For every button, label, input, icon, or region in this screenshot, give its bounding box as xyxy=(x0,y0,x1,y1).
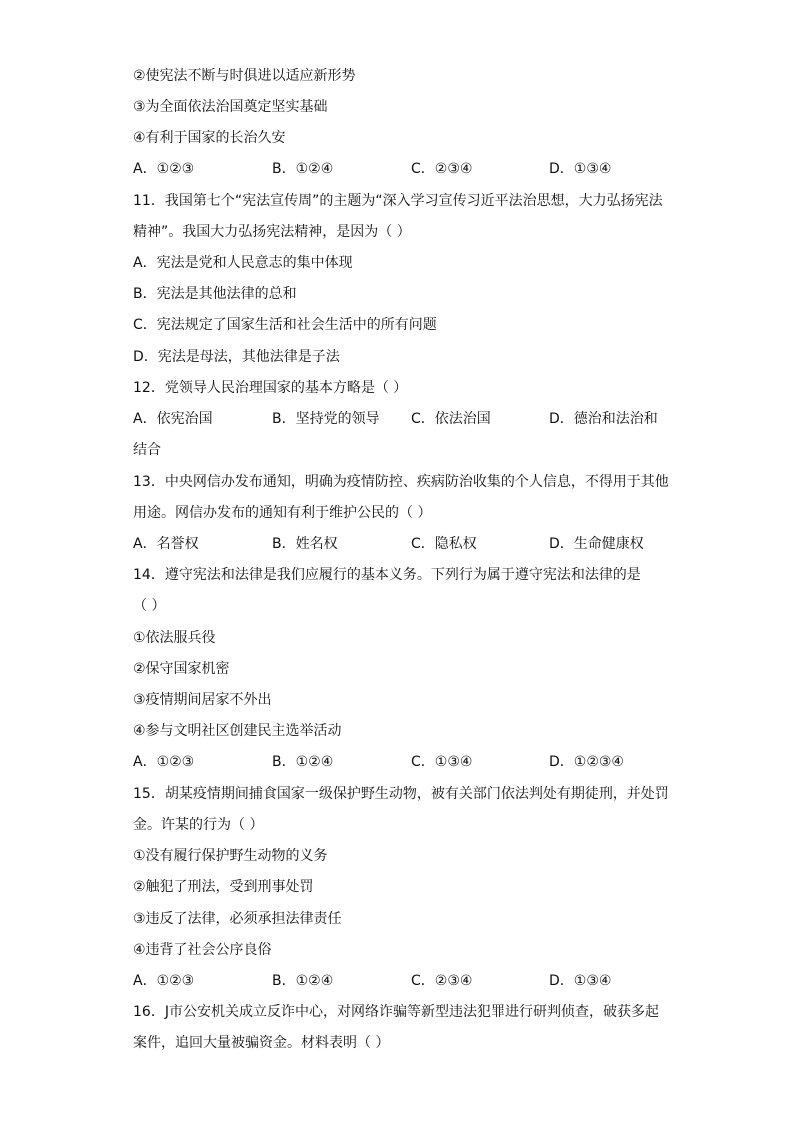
q14-stem-line-1: 14．遵守宪法和法律是我们应履行的基本义务。下列行为属于遵守宪法和法律的是 xyxy=(133,567,641,583)
option-c: C．①③④ xyxy=(411,754,473,770)
option-c: C．依法治国 xyxy=(411,411,491,427)
q16-stem-line-2: 案件，追回大量被骗资金。材料表明（ ） xyxy=(133,1035,390,1051)
q12-stem: 12．党领导人民治理国家的基本方略是（ ） xyxy=(133,380,408,396)
option-b: B．姓名权 xyxy=(272,536,338,552)
q11-option-c: C．宪法规定了国家生活和社会生活中的所有问题 xyxy=(133,317,437,333)
q14-choice-4: ④参与文明社区创建民主选举活动 xyxy=(133,723,342,739)
q15-choice-4: ④违背了社会公序良俗 xyxy=(133,942,272,958)
q14-stem-line-2: （ ） xyxy=(133,598,166,614)
option-d: D．生命健康权 xyxy=(549,536,644,552)
q11-stem-line-1: 11．我国第七个“宪法宣传周”的主题为“深入学习宣传习近平法治思想，大力弘扬宪法 xyxy=(133,193,663,209)
q14-choice-1: ①依法服兵役 xyxy=(133,630,216,646)
option-a: A．名誉权 xyxy=(133,536,199,552)
option-d: D．①②③④ xyxy=(549,754,624,770)
choice-3-line: ③为全面依法治国奠定坚实基础 xyxy=(133,99,328,115)
option-a: A．①②③ xyxy=(133,973,195,989)
q13-stem-line-1: 13．中央网信办发布通知，明确为疫情防控、疾病防治收集的个人信息，不得用于其他 xyxy=(133,474,669,490)
option-c: C．隐私权 xyxy=(411,536,477,552)
q15-stem-line-2: 金。许某的行为（ ） xyxy=(133,817,264,833)
q12-option-d-continued: 结合 xyxy=(133,442,161,458)
option-b: B．①②④ xyxy=(272,754,334,770)
q14-choice-2: ②保守国家机密 xyxy=(133,661,230,677)
option-d: D．①③④ xyxy=(549,161,612,177)
q11-option-b: B．宪法是其他法律的总和 xyxy=(133,286,297,302)
q15-stem-line-1: 15．胡某疫情期间捕食国家一级保护野生动物，被有关部门依法判处有期徒刑，并处罚 xyxy=(133,786,669,802)
q15-choice-2: ②触犯了刑法，受到刑事处罚 xyxy=(133,879,314,895)
option-b: B．①②④ xyxy=(272,161,334,177)
q15-choice-3: ③违反了法律，必须承担法律责任 xyxy=(133,911,342,927)
option-c: C．②③④ xyxy=(411,161,473,177)
option-b: B．坚持党的领导 xyxy=(272,411,380,427)
choice-2-line: ②使宪法不断与时俱进以适应新形势 xyxy=(133,68,356,84)
q16-stem-line-1: 16．J市公安机关成立反诈中心，对网络诈骗等新型违法犯罪进行研判侦查，破获多起 xyxy=(133,1004,659,1020)
q13-stem-line-2: 用途。网信办发布的通知有利于维护公民的（ ） xyxy=(133,505,432,521)
option-d: D．德治和法治和 xyxy=(549,411,658,427)
q11-option-a: A．宪法是党和人民意志的集中体现 xyxy=(133,255,353,271)
q14-choice-3: ③疫情期间居家不外出 xyxy=(133,692,272,708)
option-c: C．②③④ xyxy=(411,973,473,989)
q15-choice-1: ①没有履行保护野生动物的义务 xyxy=(133,848,328,864)
option-a: A．①②③ xyxy=(133,161,195,177)
option-a: A．①②③ xyxy=(133,754,195,770)
q11-stem-line-2: 精神”。我国大力弘扬宪法精神，是因为（ ） xyxy=(133,224,411,240)
choice-4-line: ④有利于国家的长治久安 xyxy=(133,130,286,146)
option-b: B．①②④ xyxy=(272,973,334,989)
option-a: A．依宪治国 xyxy=(133,411,213,427)
q11-option-d: D．宪法是母法，其他法律是子法 xyxy=(133,349,340,365)
option-d: D．①③④ xyxy=(549,973,612,989)
